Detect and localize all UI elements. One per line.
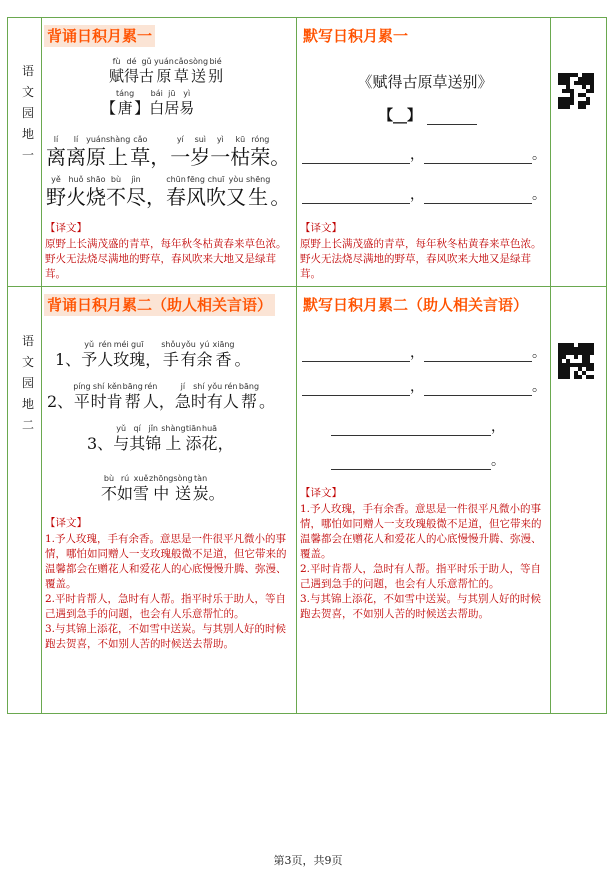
ruby-char <box>143 382 159 412</box>
ruby-char <box>213 340 235 370</box>
pinyin: shí <box>193 382 205 391</box>
pinyin: jǐn <box>148 424 158 433</box>
pinyin: jí <box>180 382 186 391</box>
saying-line-3 <box>87 424 234 454</box>
hanzi: 唐 <box>117 99 133 117</box>
ruby-char <box>146 175 166 210</box>
ruby-char <box>101 89 116 118</box>
pinyin: yǒu <box>207 382 223 391</box>
hanzi: 吹 <box>206 185 226 209</box>
hanzi: 白 <box>149 99 165 117</box>
pinyin: xiāng <box>212 340 235 349</box>
ruby-char <box>250 135 270 170</box>
hanzi: 花 <box>201 434 218 453</box>
pinyin: lí <box>73 135 79 144</box>
ruby-char <box>81 340 97 370</box>
ruby-char <box>226 175 246 210</box>
hanzi: 。 <box>270 145 291 169</box>
ruby-char <box>91 382 107 412</box>
pinyin: yuán <box>154 57 174 66</box>
ruby-char <box>145 340 161 370</box>
pinyin <box>166 382 169 392</box>
ruby-char <box>193 474 209 504</box>
ruby-char <box>161 340 180 370</box>
pinyin: yú <box>199 340 210 349</box>
translation-block-2: 【译文】 1.予人玫瑰，手有余香。意思是一件很平凡微小的事情，哪怕如同赠人一支玫瑰般微不足道，但它带来的温馨都会在赠花人和爱花人的心底慢慢升腾、弥漫、覆盖。 2.平时肯帮人，急时有人帮。指平时乐于助人，等自己遇到急手的问题，也会有人乐意帮忙的。 3.与其锦上添花，不如雪中送炭。与其别人好的时候跑去贺喜，不如别人苦的时候送去帮助。 <box>45 517 287 650</box>
hanzi: 锦 <box>145 434 162 453</box>
hanzi: 不 <box>106 185 126 209</box>
table-border-bottom <box>7 713 607 714</box>
pinyin: yuán <box>86 135 106 144</box>
pinyin: yí <box>176 135 184 144</box>
pinyin: suì <box>194 135 207 144</box>
pinyin: róng <box>251 135 270 144</box>
poem-line-2 <box>46 175 290 210</box>
table-border-right <box>606 17 607 714</box>
hanzi: 人 <box>222 392 239 411</box>
recite-title-2: 背诵日积月累二（助人相关言语） <box>44 294 275 316</box>
hanzi: 时 <box>190 392 207 411</box>
ruby-char <box>154 57 174 86</box>
table-border-top <box>7 17 607 18</box>
column-divider-middle <box>296 17 297 714</box>
side-label-row2: 语 文 园 地 二 <box>21 334 34 432</box>
ruby-char <box>113 340 129 370</box>
hanzi: 香 <box>215 350 232 369</box>
ruby-char <box>139 57 154 86</box>
ruby-char <box>124 57 139 86</box>
ruby-char <box>117 474 133 504</box>
pinyin: tiān <box>185 424 202 433</box>
ruby-char <box>47 382 73 412</box>
ruby-char <box>87 424 113 454</box>
hanzi: 中 <box>153 484 170 503</box>
ruby-char <box>270 175 290 210</box>
pinyin: yě <box>51 175 61 184</box>
pinyin: shǒu <box>161 340 181 349</box>
hanzi: 人 <box>142 392 159 411</box>
worksheet-table <box>7 17 607 714</box>
pinyin: méi <box>113 340 129 349</box>
pinyin <box>99 424 102 434</box>
ruby-char <box>270 135 290 170</box>
hanzi: 赋 <box>109 67 125 85</box>
hanzi: 生 <box>248 185 269 209</box>
pinyin: dé <box>126 57 137 66</box>
saying-line-1 <box>55 340 251 370</box>
hanzi: 帮 <box>240 392 257 411</box>
ruby-char <box>133 474 149 504</box>
ruby-char <box>134 89 149 118</box>
ruby-char <box>206 175 226 210</box>
hanzi: 岁 <box>190 145 211 169</box>
ruby-char <box>179 89 194 118</box>
hanzi: 火 <box>66 185 86 209</box>
pinyin <box>107 89 110 99</box>
hanzi: 上 <box>108 145 129 169</box>
pinyin <box>266 382 269 392</box>
poem-author <box>101 89 194 118</box>
pinyin <box>224 424 227 434</box>
dictation-translation-1: 【译文】 原野上长满茂盛的青草，每年秋冬枯黄春来草色浓。野火无法烧尽满地的野草，春风吹来大地又是绿茸茸。 <box>300 222 542 280</box>
poem-line-1 <box>46 135 290 170</box>
pinyin: yǔ <box>84 340 95 349</box>
ruby-char <box>66 135 86 170</box>
side-label-row1: 语 文 园 地 一 <box>21 64 34 162</box>
ruby-char <box>66 175 86 210</box>
saying-line-2 <box>47 382 275 412</box>
ruby-char <box>174 57 189 86</box>
pinyin: sòng <box>173 474 193 483</box>
pinyin: rén <box>224 382 238 391</box>
saying-line-4 <box>101 474 225 504</box>
hanzi: 风 <box>186 185 206 209</box>
hanzi: 一 <box>210 145 231 169</box>
hanzi: 易 <box>179 99 195 117</box>
pinyin <box>59 382 62 392</box>
pinyin <box>152 340 155 350</box>
qr-code-icon <box>558 343 594 379</box>
ruby-char <box>129 424 145 454</box>
pinyin: fēng <box>187 175 205 184</box>
pinyin: yì <box>183 89 191 98</box>
hanzi: 烧 <box>86 185 106 209</box>
ruby-char <box>126 175 146 210</box>
pinyin: xuě <box>133 474 149 483</box>
ruby-char <box>207 382 223 412</box>
hanzi: 帮 <box>124 392 141 411</box>
dictation-line-2[interactable]: ， 。 <box>302 184 546 204</box>
hanzi: 如 <box>117 484 134 503</box>
column-divider-qr <box>550 17 551 714</box>
hanzi: 草 <box>173 67 189 85</box>
ruby-char <box>208 57 223 86</box>
pinyin: huǒ <box>68 175 84 184</box>
pinyin: bù <box>110 175 122 184</box>
ruby-char <box>196 340 212 370</box>
hanzi: 离 <box>46 145 66 169</box>
hanzi: ， <box>145 350 162 369</box>
recite-title-1: 背诵日积月累一 <box>44 25 155 47</box>
ruby-char <box>166 175 186 210</box>
hanzi: 时 <box>90 392 107 411</box>
table-border-left <box>7 17 8 714</box>
hanzi: 送 <box>174 484 191 503</box>
ruby-char <box>86 135 106 170</box>
ruby-char <box>246 175 270 210</box>
ruby-char <box>239 382 259 412</box>
pinyin: kū <box>235 135 246 144</box>
pinyin: chuī <box>207 175 225 184</box>
ruby-char <box>149 89 164 118</box>
ruby-char <box>230 135 250 170</box>
ruby-char <box>235 340 251 370</box>
pinyin <box>215 474 218 484</box>
pinyin <box>140 89 143 99</box>
ruby-char <box>173 474 192 504</box>
ruby-char <box>218 424 234 454</box>
ruby-char <box>149 474 173 504</box>
dictation-saying-1[interactable]: ， 。 <box>302 342 546 362</box>
hanzi: 。 <box>270 185 291 209</box>
pinyin: shàng <box>161 424 186 433</box>
pinyin: bāng <box>122 382 143 391</box>
hanzi: 余 <box>196 350 213 369</box>
pinyin: tàn <box>194 474 208 483</box>
pinyin: yǒu <box>181 340 196 349</box>
ruby-char <box>129 340 145 370</box>
pinyin: huā <box>202 424 218 433</box>
ruby-char <box>107 382 123 412</box>
pinyin: rén <box>98 340 112 349</box>
ruby-char <box>191 382 207 412</box>
ruby-char <box>97 340 113 370</box>
ruby-char <box>150 135 170 170</box>
ruby-char <box>170 135 190 170</box>
hanzi: 不 <box>101 484 118 503</box>
ruby-char <box>123 382 143 412</box>
hanzi: 又 <box>226 185 246 209</box>
ruby-char <box>101 474 117 504</box>
pinyin: táng <box>116 89 135 98</box>
hanzi: 尽 <box>126 185 146 209</box>
pinyin: zhōng <box>149 474 174 483</box>
hanzi: 草 <box>130 145 151 169</box>
hanzi: 与 <box>113 434 130 453</box>
pinyin: píng <box>73 382 91 391</box>
pinyin <box>67 340 70 350</box>
hanzi: 手 <box>162 350 179 369</box>
ruby-char <box>113 424 129 454</box>
dictation-poem-title: 《赋得古原草送别》 <box>357 73 493 91</box>
hanzi: 一 <box>170 145 191 169</box>
hanzi: 枯 <box>230 145 251 169</box>
ruby-char <box>46 135 66 170</box>
ruby-char <box>259 382 275 412</box>
hanzi: 急 <box>174 392 191 411</box>
dictation-title-1: 默写日积月累一 <box>303 27 409 45</box>
ruby-char <box>186 175 206 210</box>
ruby-char <box>55 340 81 370</box>
hanzi: 别 <box>208 67 224 85</box>
ruby-char <box>164 89 179 118</box>
hanzi: ， <box>150 145 171 169</box>
hanzi: 1、 <box>55 350 82 369</box>
pinyin <box>159 135 162 145</box>
ruby-char <box>86 175 106 210</box>
pinyin <box>241 340 244 350</box>
pinyin: guī <box>131 340 144 349</box>
author-blank: 【__】 <box>379 105 477 125</box>
hanzi: 肯 <box>106 392 123 411</box>
pinyin: qí <box>133 424 141 433</box>
pinyin: rén <box>144 382 158 391</box>
pinyin: cǎo <box>174 57 189 66</box>
hanzi: 春 <box>166 185 186 209</box>
hanzi: 原 <box>86 145 106 169</box>
hanzi: ， <box>158 392 175 411</box>
hanzi: 。 <box>208 484 225 503</box>
row-divider <box>7 286 607 287</box>
pinyin: bái <box>150 89 163 98</box>
ruby-char <box>145 424 161 454</box>
ruby-char <box>106 135 130 170</box>
page-footer: 第3页，共9页 <box>273 854 343 867</box>
ruby-char <box>109 57 124 86</box>
ruby-char <box>73 382 90 412</box>
hanzi: 居 <box>164 99 180 117</box>
ruby-char <box>116 89 134 118</box>
pinyin: kěn <box>107 382 122 391</box>
hanzi: 离 <box>66 145 86 169</box>
pinyin: jìn <box>131 175 141 184</box>
hanzi: 其 <box>129 434 146 453</box>
hanzi: 野 <box>46 185 66 209</box>
hanzi: 得 <box>124 67 140 85</box>
pinyin: cǎo <box>133 135 148 144</box>
ruby-char <box>161 424 185 454</box>
hanzi: 。 <box>234 350 251 369</box>
pinyin <box>155 175 158 185</box>
translation-block-1: 【译文】 原野上长满茂盛的青草，每年秋冬枯黄春来草色浓。野火无法烧尽满地的野草，春风吹来大地又是绿茸茸。 <box>45 222 287 280</box>
hanzi: 原 <box>156 67 172 85</box>
hanzi: 予 <box>81 350 98 369</box>
ruby-char <box>189 57 208 86</box>
hanzi: 古 <box>139 67 155 85</box>
hanzi: 上 <box>165 434 182 453</box>
ruby-char <box>202 424 218 454</box>
ruby-char <box>190 135 210 170</box>
pinyin: bāng <box>238 382 260 391</box>
pinyin: yǔ <box>116 424 127 433</box>
pinyin: gǔ <box>141 57 152 66</box>
ruby-char <box>46 175 66 210</box>
pinyin <box>279 135 282 145</box>
hanzi: ， <box>217 434 234 453</box>
ruby-char <box>209 474 225 504</box>
hanzi: 】 <box>134 99 150 117</box>
hanzi: 雪 <box>133 484 150 503</box>
pinyin: yì <box>216 135 224 144</box>
hanzi: ， <box>146 185 166 209</box>
pinyin: jū <box>168 89 176 98</box>
hanzi: 有 <box>180 350 197 369</box>
hanzi: 人 <box>97 350 114 369</box>
dictation-title-2: 默写日积月累二（助人相关言语） <box>303 296 529 314</box>
pinyin: shēng <box>246 175 271 184</box>
dictation-translation-2: 【译文】 1.予人玫瑰，手有余香。意思是一件很平凡微小的事情，哪怕如同赠人一支玫瑰般微不足道，但它带来的温馨都会在赠花人和爱花人的心底慢慢升腾、弥漫、覆盖。 2.平时肯帮人，急时有人帮。指平时乐于助人，等自己遇到急手的问题，也会有人乐意帮忙的。 3.与其锦上添花，不如雪中送炭。与其别人好的时候跑去贺喜，不如别人苦的时候送去帮助。 <box>300 487 542 620</box>
ruby-char <box>106 175 126 210</box>
qr-code-icon <box>558 73 594 109</box>
pinyin: rú <box>120 474 130 483</box>
ruby-char <box>175 382 191 412</box>
ruby-char <box>210 135 230 170</box>
hanzi: 【 <box>101 99 117 117</box>
ruby-char <box>130 135 150 170</box>
pinyin: fù <box>112 57 121 66</box>
dictation-saying-2[interactable]: ， 。 <box>302 376 546 396</box>
pinyin: shí <box>92 382 105 391</box>
hanzi: 平 <box>73 392 90 411</box>
hanzi: 2、 <box>47 392 74 411</box>
hanzi: 添 <box>185 434 202 453</box>
hanzi: 瑰 <box>129 350 146 369</box>
pinyin: chūn <box>166 175 186 184</box>
pinyin: bié <box>209 57 222 66</box>
ruby-char <box>159 382 175 412</box>
ruby-char <box>180 340 196 370</box>
dictation-line-1[interactable]: ， 。 <box>302 144 546 164</box>
hanzi: 。 <box>259 392 276 411</box>
pinyin <box>279 175 282 185</box>
column-divider-side <box>41 17 42 714</box>
ruby-char <box>223 382 239 412</box>
pinyin: shāo <box>86 175 106 184</box>
hanzi: 玫 <box>113 350 130 369</box>
hanzi: 炭 <box>192 484 209 503</box>
dictation-saying-3a[interactable]: ， <box>331 416 505 436</box>
hanzi: 送 <box>190 67 206 85</box>
pinyin: bù <box>103 474 115 483</box>
pinyin: yòu <box>228 175 244 184</box>
hanzi: 有 <box>206 392 223 411</box>
hanzi: 荣 <box>250 145 271 169</box>
poem-title-pinyin <box>109 57 223 86</box>
hanzi: 3、 <box>87 434 114 453</box>
ruby-char <box>186 424 202 454</box>
pinyin: sòng <box>188 57 209 66</box>
pinyin: shàng <box>106 135 131 144</box>
dictation-saying-3b[interactable]: 。 <box>331 450 505 470</box>
pinyin: lí <box>53 135 59 144</box>
